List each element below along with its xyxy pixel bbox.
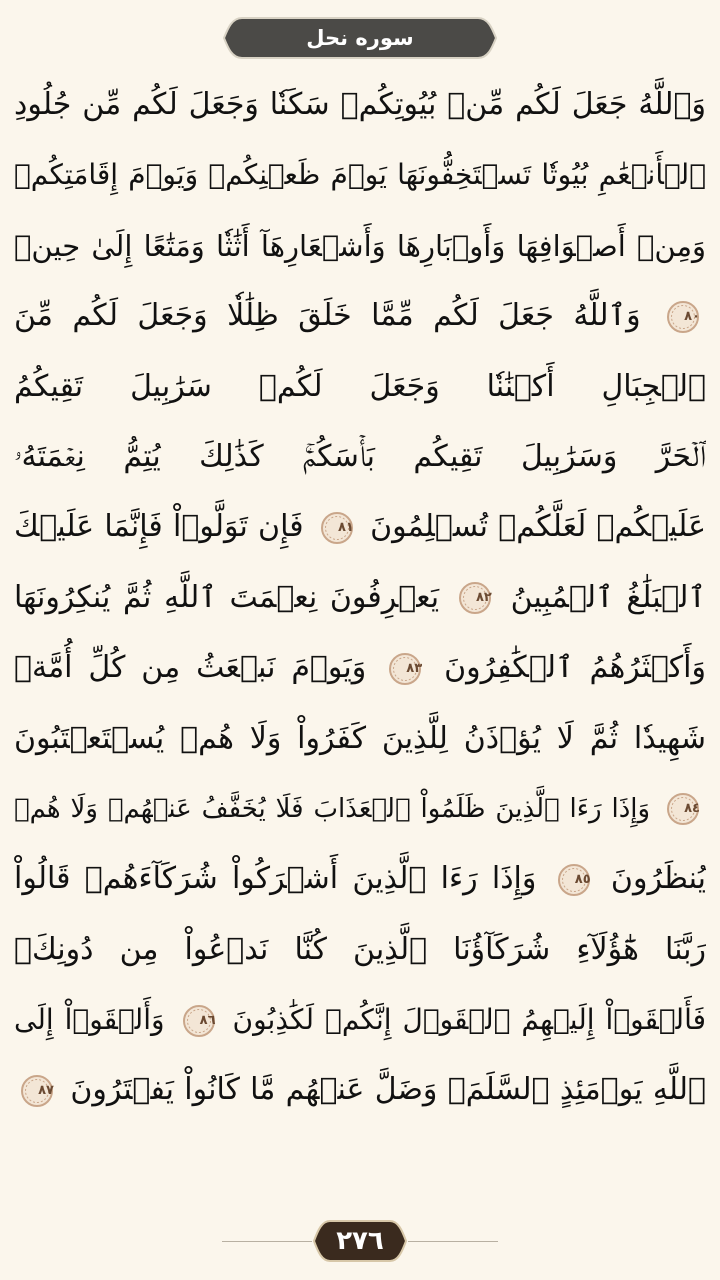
verse-text: فَإِن تَوَلَّوۡاْ فَإِنَّمَا عَلَيۡكَ: [14, 509, 304, 545]
ayah-number: ٨٣: [406, 660, 423, 676]
verse-text: وَٱللَّهُ جَعَلَ لَكُم مِّمَّا خَلَقَ ظِلَٰلٗا وَجَعَلَ لَكُم مِّنَ: [14, 298, 641, 334]
ayah-number-marker: [320, 511, 354, 545]
text-line: [14, 1055, 706, 1125]
surah-header: [220, 14, 500, 62]
ayah-number: ٨٤: [684, 801, 700, 817]
verse-text: وَإِذَا رَءَا ٱلَّذِينَ ظَلَمُواْ ٱلۡعَذَابَ فَلَا يُخَفَّفُ عَنۡهُمۡ وَلَا هُمۡ: [14, 793, 651, 824]
page-number: ٢٧٦: [336, 1226, 384, 1256]
verse-text: وَٱللَّهُ جَعَلَ لَكُم مِّنۢ بُيُوتِكُمۡ سَكَنٗا وَجَعَلَ لَكُم مِّن جُلُودِ: [14, 87, 706, 122]
ayah-number: ٨٢: [476, 590, 492, 606]
text-line: [14, 633, 706, 703]
verse-text: شَهِيدٗا ثُمَّ لَا يُؤۡذَنُ لِلَّذِينَ كَفَرُواْ وَلَا هُمۡ يُسۡتَعۡتَبُونَ: [14, 720, 706, 756]
verse-text: رَبَّنَا هَٰٓؤُلَآءِ شُرَكَآؤُنَا ٱلَّذِينَ كُنَّا نَدۡعُواْ مِن دُونِكَۖ: [14, 931, 706, 967]
ayah-number: ٨٧: [38, 1082, 54, 1098]
quran-page-text: [14, 70, 706, 1126]
ayah-number: ٨١: [337, 519, 354, 535]
verse-text: فَأَلۡقَوۡاْ إِلَيۡهِمُ ٱلۡقَوۡلَ إِنَّكُمۡ لَكَٰذِبُونَ: [232, 1003, 706, 1037]
text-line: [14, 281, 706, 351]
verse-text: وَيَوۡمَ نَبۡعَثُ مِن كُلِّ أُمَّةٖ: [14, 650, 367, 686]
text-line: [14, 352, 706, 422]
text-line: [14, 563, 706, 633]
ayah-number: ٨٥: [574, 871, 591, 887]
verse-text: عَلَيۡكُمۡ لَعَلَّكُمۡ تُسۡلِمُونَ: [370, 509, 706, 545]
text-line: [14, 844, 706, 914]
page-footer: [0, 1214, 720, 1270]
verse-text: ٱلۡبَلَٰغُ ٱلۡمُبِينُ: [510, 579, 706, 615]
verse-text: يُنظَرُونَ: [610, 861, 706, 897]
ayah-number: ٨٦: [199, 1013, 216, 1029]
verse-text: وَمِنۡ أَصۡوَافِهَا وَأَوۡبَارِهَا وَأَشۡعَارِهَآ أَثَٰثٗا وَمَتَٰعًا إِلَىٰ حِينٖ: [14, 228, 706, 263]
verse-text: ٱلۡجِبَالِ أَكۡنَٰنٗا وَجَعَلَ لَكُمۡ سَرَٰبِيلَ تَقِيكُمُ: [14, 368, 706, 404]
ayah-number-marker: [557, 863, 591, 897]
page-number-badge: [312, 1218, 408, 1264]
text-line: [14, 915, 706, 985]
text-line: [14, 704, 706, 774]
verse-text: يَعۡرِفُونَ نِعۡمَتَ ٱللَّهِ ثُمَّ يُنكِرُونَهَا: [14, 579, 440, 615]
ayah-number-marker: [20, 1074, 54, 1108]
ayah-number-marker: [388, 652, 422, 686]
ayah-number-marker: [182, 1004, 216, 1038]
surah-title: سوره نحل: [306, 26, 414, 50]
text-line: [14, 70, 706, 140]
verse-text: وَإِذَا رَءَا ٱلَّذِينَ أَشۡرَكُواْ شُرَكَآءَهُمۡ قَالُواْ: [14, 861, 537, 897]
ayah-number-marker: [666, 792, 700, 826]
text-line: [14, 774, 706, 844]
text-line: [14, 140, 706, 210]
verse-text: ٱلۡأَنۡعَٰمِ بُيُوتٗا تَسۡتَخِفُّونَهَا يَوۡمَ ظَعۡنِكُمۡ وَيَوۡمَ إِقَامَتِكُمۡ: [14, 158, 706, 192]
text-line: [14, 211, 706, 281]
verse-text: ٱللَّهِ يَوۡمَئِذٍ ٱلسَّلَمَۖ وَضَلَّ عَنۡهُم مَّا كَانُواْ يَفۡتَرُونَ: [70, 1072, 706, 1108]
text-line: [14, 492, 706, 562]
ayah-number: ٨٠: [684, 308, 700, 324]
ayah-number-marker: [458, 581, 492, 615]
verse-text: وَأَلۡقَوۡاْ إِلَى: [14, 1003, 165, 1037]
footer-divider-left: [222, 1241, 312, 1242]
footer-divider-right: [408, 1241, 498, 1242]
text-line: [14, 985, 706, 1055]
verse-text: ٱلۡحَرَّ وَسَرَٰبِيلَ تَقِيكُم بَأۡسَكُمۡۚ كَذَٰلِكَ يُتِمُّ نِعۡمَتَهُۥ: [14, 438, 706, 474]
verse-text: وَأَكۡثَرُهُمُ ٱلۡكَٰفِرُونَ: [444, 650, 706, 686]
text-line: [14, 422, 706, 492]
ayah-number-marker: [666, 300, 700, 334]
